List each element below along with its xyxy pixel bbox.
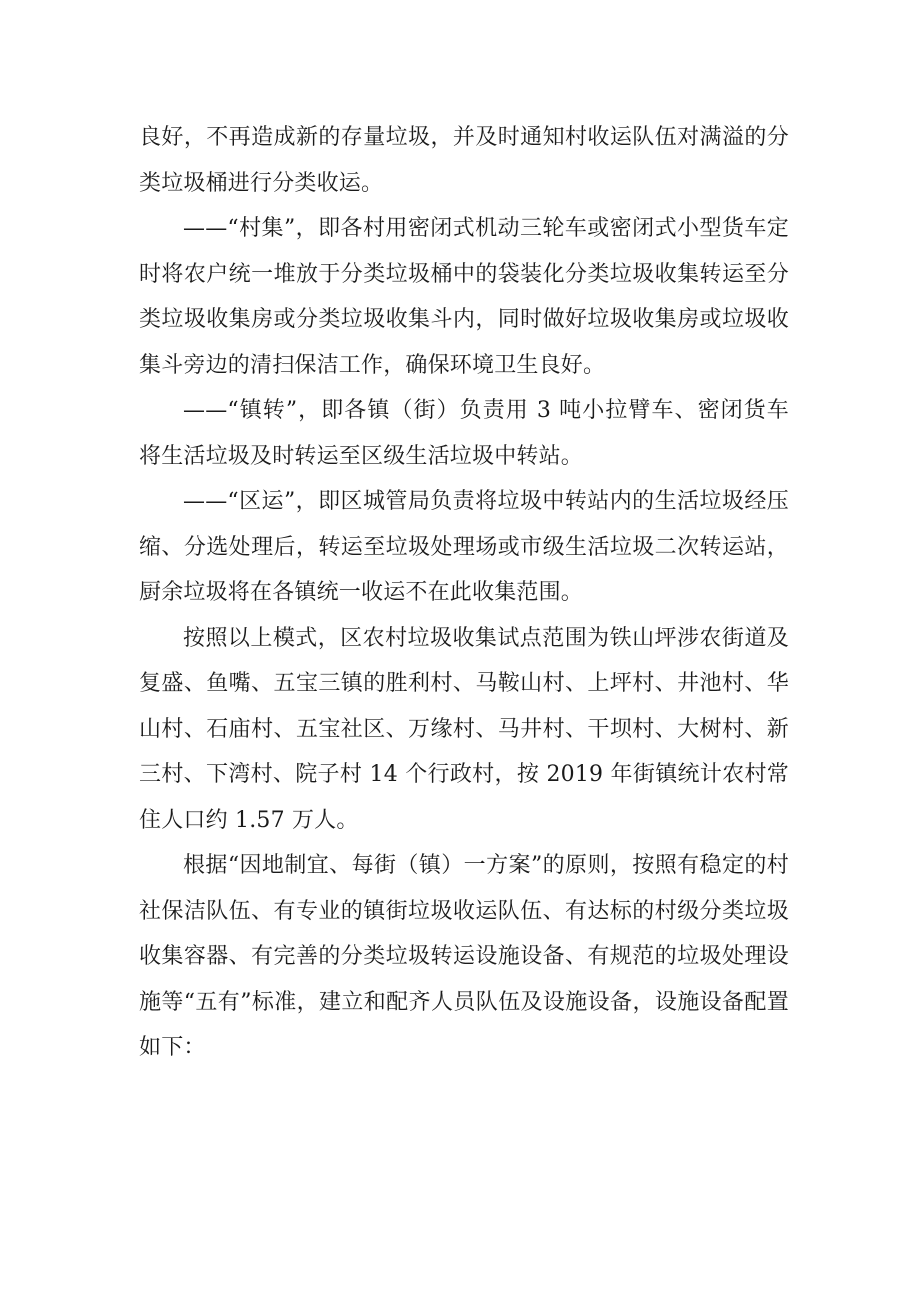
paragraph-five-standards: 根据“因地制宜、每街（镇）一方案”的原则，按照有稳定的村社保洁队伍、有专业的镇街垃圾收运队伍、有达标的村级分类垃圾收集容器、有完善的分类垃圾转运设施设备、有规范的垃圾处理设施等“五有”标准，建立和配齐人员队伍及设施设备，设施设备配置如下： [139,853,789,1060]
paragraph-pilot-scope: 按照以上模式，区农村垃圾收集试点范围为铁山坪涉农街道及复盛、鱼嘴、五宝三镇的胜利村、马鞍山村、上坪村、井池村、华山村、石庙村、五宝社区、万缘村、马井村、干坝村、大树村、新三村、下湾村、院子村 14 个行政村，按 2019 年街镇统计农村常住人口约 1.57 万人。 [139,625,789,833]
paragraph-village-collection: ——“村集”，即各村用密闭式机动三轮车或密闭式小型货车定时将农户统一堆放于分类垃圾桶中的袋装化分类垃圾收集转运至分类垃圾收集房或分类垃圾收集斗内，同时做好垃圾收集房或垃圾收集斗旁边的清扫保洁工作，确保环境卫生良好。 [139,216,789,378]
paragraph-district-transport: ——“区运”，即区城管局负责将垃圾中转站内的生活垃圾经压缩、分选处理后，转运至垃圾处理场或市级生活垃圾二次转运站，厨余垃圾将在各镇统一收运不在此收集范围。 [139,489,789,605]
document-body [139,115,789,1071]
paragraph-town-transfer: ——“镇转”，即各镇（街）负责用 3 吨小拉臂车、密闭货车将生活垃圾及时转运至区级生活垃圾中转站。 [139,398,789,469]
paragraph-continuation: 良好，不再造成新的存量垃圾，并及时通知村收运队伍对满溢的分类垃圾桶进行分类收运。 [139,125,789,196]
